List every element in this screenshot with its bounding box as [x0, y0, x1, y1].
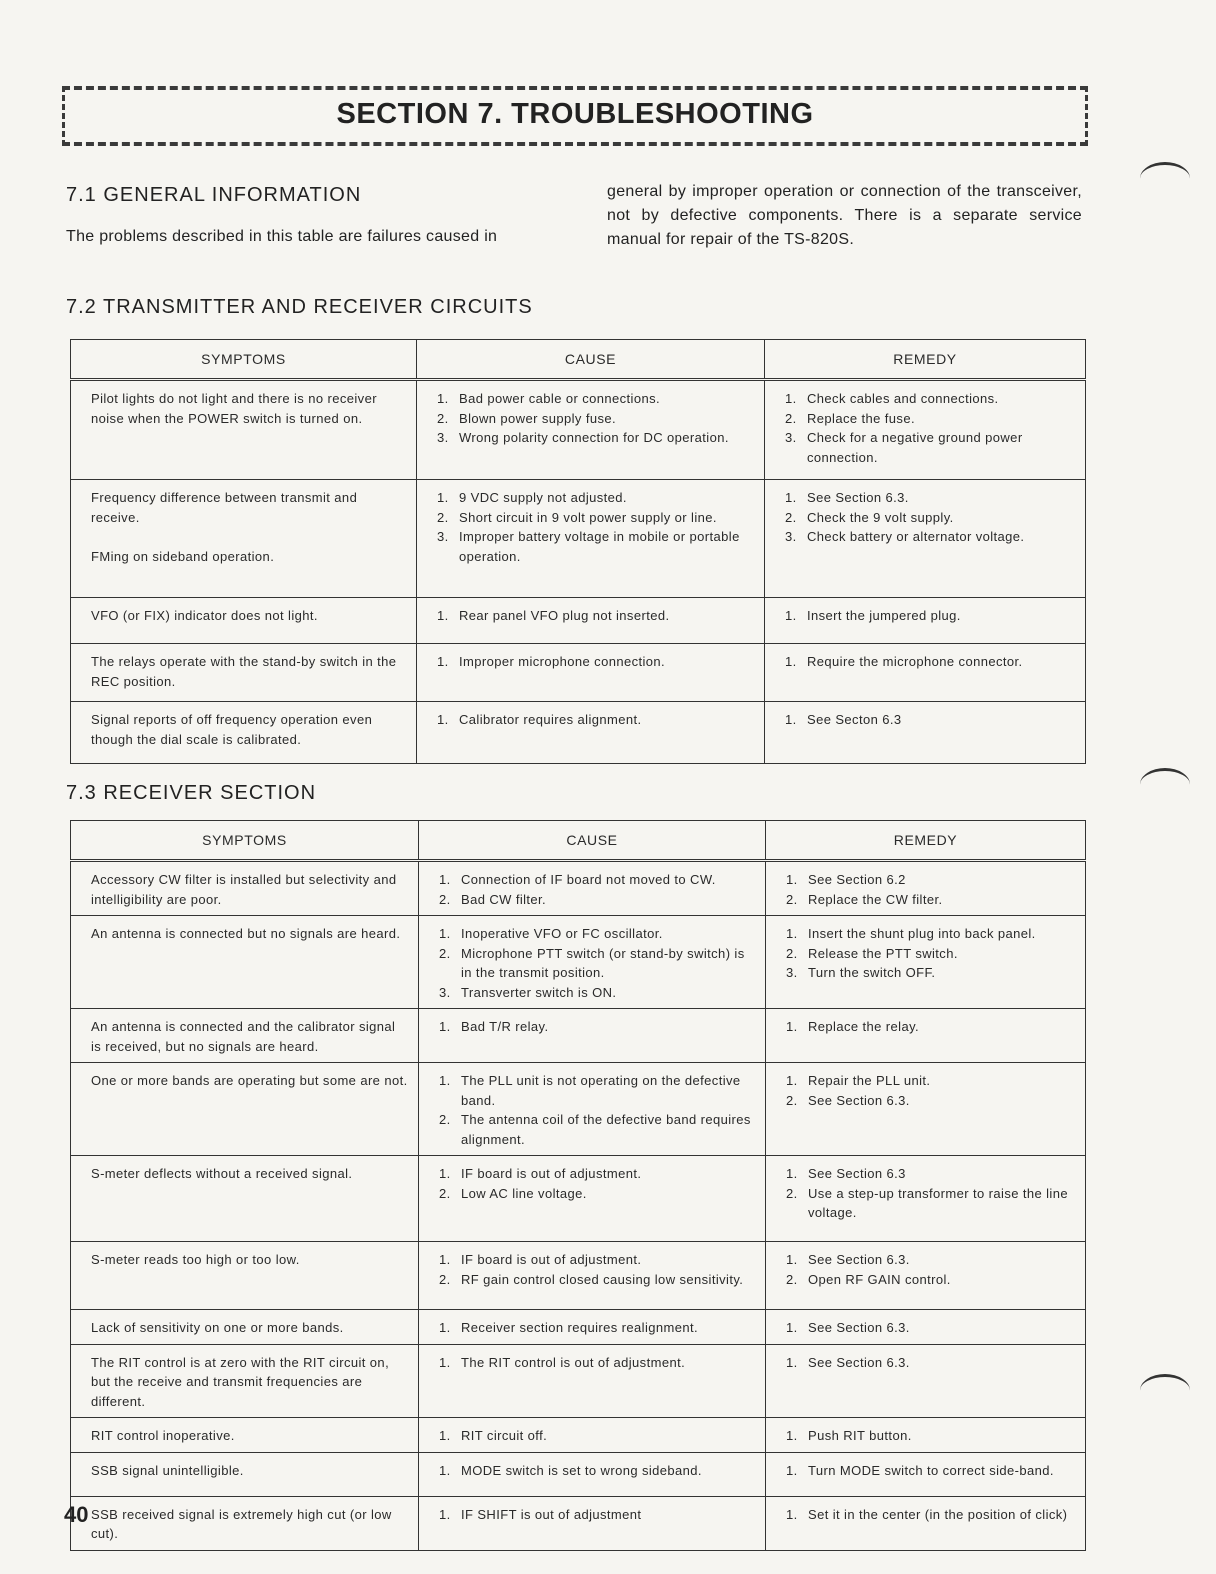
- symptom-cell: [71, 644, 417, 702]
- item-text: Replace the CW filter.: [808, 891, 943, 907]
- item-text: Check battery or alternator voltage.: [807, 529, 1025, 544]
- remedy-cell: [766, 1344, 1086, 1418]
- table-row: [71, 916, 1086, 1009]
- symptom-cell: [71, 1344, 419, 1418]
- item-text: See Section 6.3.: [808, 1092, 910, 1108]
- header-cause: CAUSE: [417, 340, 765, 380]
- cause-item: [437, 389, 756, 409]
- symptom-cell: [71, 1310, 419, 1345]
- item-number: 1.: [786, 1462, 798, 1478]
- table-row: [71, 598, 1086, 644]
- cause-cell: [417, 702, 765, 764]
- item-text: See Section 6.3: [808, 1166, 906, 1181]
- symptom-cell: [71, 916, 419, 1009]
- item-number: 2.: [439, 1271, 451, 1287]
- cause-item: [439, 924, 757, 944]
- remedy-item: [786, 1017, 1077, 1037]
- item-number: 1.: [439, 1462, 451, 1478]
- item-number: 1.: [786, 1320, 798, 1335]
- item-text: Insert the shunt plug into back panel.: [808, 926, 1036, 941]
- remedy-item: [785, 409, 1077, 429]
- item-text: Low AC line voltage.: [461, 1185, 587, 1201]
- remedy-item: [786, 1461, 1077, 1481]
- item-text: Open RF GAIN control.: [808, 1271, 951, 1287]
- item-text: Connection of IF board not moved to CW.: [461, 872, 716, 887]
- remedy-item: [785, 428, 1077, 467]
- item-number: 2.: [437, 410, 449, 426]
- remedy-item: [786, 1426, 1077, 1446]
- remedy-item: [786, 1318, 1077, 1338]
- item-text: Bad power cable or connections.: [459, 391, 661, 406]
- symptom-cell: [71, 861, 419, 916]
- item-number: 1.: [437, 608, 449, 623]
- item-text: Short circuit in 9 volt power supply or line.: [459, 509, 717, 525]
- cause-item: [437, 428, 756, 448]
- cause-cell: [417, 644, 765, 702]
- item-number: 1.: [785, 712, 797, 727]
- remedy-cell: [766, 1418, 1086, 1453]
- item-number: 1.: [786, 1506, 798, 1522]
- cause-item: [439, 1017, 757, 1037]
- cause-cell: [417, 598, 765, 644]
- cause-cell: [419, 1063, 766, 1156]
- cause-item: [437, 488, 756, 508]
- item-number: 1.: [439, 1506, 451, 1522]
- cause-list: [439, 1318, 757, 1338]
- item-number: 1.: [786, 1354, 798, 1370]
- remedy-list: [786, 1318, 1077, 1338]
- cause-list: [437, 652, 756, 672]
- item-number: 1.: [786, 1252, 798, 1267]
- remedy-item: [786, 1505, 1077, 1525]
- remedy-cell: [766, 861, 1086, 916]
- remedy-cell: [766, 1496, 1086, 1550]
- cause-cell: [419, 1242, 766, 1310]
- cause-cell: [417, 380, 765, 480]
- item-text: MODE switch is set to wrong sideband.: [461, 1462, 702, 1478]
- item-number: 2.: [786, 1271, 798, 1287]
- item-text: Replace the fuse.: [807, 410, 915, 426]
- binder-ring-mark: [1140, 1374, 1190, 1407]
- cause-list: [439, 1505, 757, 1525]
- symptom-text: Frequency difference between transmit and receive.: [91, 490, 358, 525]
- remedy-list: [786, 1461, 1077, 1481]
- remedy-cell: [766, 1009, 1086, 1063]
- item-text: Improper battery voltage in mobile or portable operation.: [459, 529, 740, 564]
- item-number: 1.: [785, 654, 797, 669]
- remedy-item: [786, 870, 1077, 890]
- remedy-item: [786, 1164, 1077, 1184]
- cause-item: [439, 1250, 757, 1270]
- item-text: Replace the relay.: [808, 1019, 920, 1034]
- item-text: Rear panel VFO plug not inserted.: [459, 608, 670, 623]
- symptom-text: The relays operate with the stand-by switch in the REC position.: [91, 654, 397, 689]
- symptom-text: Signal reports of off frequency operation even though the dial scale is calibrated.: [91, 712, 373, 747]
- remedy-cell: [765, 644, 1086, 702]
- symptom-cell: [71, 1496, 419, 1550]
- cause-cell: [419, 1496, 766, 1550]
- symptom-text: An antenna is connected but no signals are heard.: [91, 926, 401, 941]
- item-number: 1.: [437, 712, 449, 727]
- symptom-cell: [71, 1156, 419, 1242]
- remedy-item: [785, 652, 1077, 672]
- remedy-item: [786, 1184, 1077, 1223]
- symptom-cell: [71, 1242, 419, 1310]
- table-row: [71, 861, 1086, 916]
- item-text: Turn the switch OFF.: [808, 965, 936, 980]
- cause-item: [439, 1110, 757, 1149]
- item-number: 1.: [785, 391, 797, 406]
- remedy-item: [786, 1091, 1077, 1111]
- cause-cell: [419, 1009, 766, 1063]
- cause-cell: [419, 1344, 766, 1418]
- item-text: Calibrator requires alignment.: [459, 712, 642, 727]
- remedy-item: [786, 924, 1077, 944]
- item-text: 9 VDC supply not adjusted.: [459, 490, 627, 505]
- heading-transmitter-receiver: 7.2 TRANSMITTER AND RECEIVER CIRCUITS: [66, 296, 533, 318]
- symptom-text: S-meter reads too high or too low.: [91, 1252, 300, 1267]
- remedy-list: [786, 1164, 1077, 1223]
- table-row: [71, 480, 1086, 598]
- cause-item: [439, 1071, 757, 1110]
- remedy-list: [786, 1017, 1077, 1037]
- item-number: 3.: [786, 965, 798, 980]
- item-text: See Section 6.2: [808, 872, 906, 887]
- item-number: 1.: [785, 490, 797, 505]
- table-header-row: [71, 821, 1086, 861]
- remedy-item: [786, 890, 1077, 910]
- cause-cell: [417, 480, 765, 598]
- remedy-item: [785, 389, 1077, 409]
- cause-item: [439, 944, 757, 983]
- remedy-list: [786, 1426, 1077, 1446]
- cause-list: [439, 870, 757, 909]
- item-number: 1.: [437, 654, 449, 669]
- symptom-text: FMing on sideband operation.: [91, 549, 275, 564]
- table-row: [71, 1156, 1086, 1242]
- symptom-cell: [71, 1452, 419, 1496]
- heading-receiver-section: 7.3 RECEIVER SECTION: [66, 782, 317, 804]
- item-number: 1.: [786, 1428, 798, 1443]
- item-number: 1.: [439, 1354, 451, 1370]
- remedy-cell: [765, 702, 1086, 764]
- remedy-list: [786, 924, 1077, 983]
- binder-ring-mark: [1140, 768, 1190, 801]
- symptom-text: The RIT control is at zero with the RIT circuit on, but the receive and transmit frequencies are different.: [91, 1354, 390, 1409]
- cause-item: [439, 1270, 757, 1290]
- symptom-text: Lack of sensitivity on one or more bands.: [91, 1320, 344, 1335]
- cause-item: [439, 1318, 757, 1338]
- header-cause: CAUSE: [419, 821, 766, 861]
- item-number: 1.: [439, 1252, 451, 1267]
- cause-list: [439, 1017, 757, 1037]
- item-number: 2.: [786, 891, 798, 907]
- item-text: Bad CW filter.: [461, 891, 547, 907]
- item-text: The antenna coil of the defective band requires alignment.: [461, 1112, 751, 1147]
- header-remedy: REMEDY: [766, 821, 1086, 861]
- transmitter-receiver-table: [70, 339, 1086, 764]
- table-row: [71, 702, 1086, 764]
- cause-item: [437, 606, 756, 626]
- remedy-item: [786, 1270, 1077, 1290]
- remedy-cell: [765, 480, 1086, 598]
- item-text: Blown power supply fuse.: [459, 410, 617, 426]
- item-number: 3.: [437, 529, 449, 544]
- remedy-list: [786, 1250, 1077, 1289]
- section-banner: [62, 86, 1088, 146]
- item-number: 3.: [785, 430, 797, 445]
- symptom-cell: [71, 480, 417, 598]
- remedy-item: [786, 1071, 1077, 1091]
- symptom-text: One or more bands are operating but some are not.: [91, 1073, 408, 1088]
- item-text: The RIT control is out of adjustment.: [461, 1354, 686, 1370]
- item-text: Inoperative VFO or FC oscillator.: [461, 926, 663, 941]
- item-number: 2.: [786, 945, 798, 961]
- cause-cell: [419, 1418, 766, 1453]
- item-text: Turn MODE switch to correct side-band.: [808, 1462, 1054, 1478]
- item-text: IF board is out of adjustment.: [461, 1166, 642, 1181]
- symptom-cell: [71, 1063, 419, 1156]
- cause-cell: [419, 861, 766, 916]
- item-number: 2.: [785, 410, 797, 426]
- table-row: [71, 1496, 1086, 1550]
- item-number: 2.: [786, 1185, 798, 1201]
- cause-item: [439, 1353, 757, 1373]
- remedy-list: [786, 1353, 1077, 1373]
- table-row: [71, 1418, 1086, 1453]
- cause-cell: [419, 1452, 766, 1496]
- item-text: See Secton 6.3: [807, 712, 902, 727]
- table-row: [71, 1452, 1086, 1496]
- symptom-cell: [71, 380, 417, 480]
- item-number: 1.: [437, 490, 449, 505]
- cause-item: [437, 508, 756, 528]
- binder-ring-mark: [1140, 162, 1190, 195]
- remedy-list: [785, 652, 1077, 672]
- item-number: 2.: [437, 509, 449, 525]
- cause-list: [437, 710, 756, 730]
- item-text: Bad T/R relay.: [461, 1019, 549, 1034]
- cause-list: [439, 924, 757, 1002]
- cause-item: [439, 1164, 757, 1184]
- remedy-cell: [766, 916, 1086, 1009]
- remedy-item: [786, 1353, 1077, 1373]
- item-number: 1.: [786, 926, 798, 941]
- remedy-item: [785, 606, 1077, 626]
- item-text: Check the 9 volt supply.: [807, 509, 954, 525]
- item-text: See Section 6.3.: [808, 1252, 910, 1267]
- remedy-list: [786, 870, 1077, 909]
- symptom-text: SSB signal unintelligible.: [91, 1462, 244, 1478]
- item-number: 2.: [786, 1092, 798, 1108]
- symptom-text: S-meter deflects without a received signal.: [91, 1166, 353, 1181]
- remedy-item: [785, 508, 1077, 528]
- item-text: Require the microphone connector.: [807, 654, 1023, 669]
- cause-item: [439, 870, 757, 890]
- remedy-cell: [765, 380, 1086, 480]
- cause-list: [439, 1164, 757, 1203]
- item-text: The PLL unit is not operating on the defective band.: [461, 1073, 741, 1108]
- remedy-cell: [766, 1310, 1086, 1345]
- item-number: 2.: [785, 509, 797, 525]
- cause-list: [439, 1426, 757, 1446]
- remedy-cell: [765, 598, 1086, 644]
- section-title: SECTION 7. TROUBLESHOOTING: [336, 98, 814, 130]
- item-number: 2.: [439, 891, 451, 907]
- table-header-row: [71, 340, 1086, 380]
- cause-item: [437, 409, 756, 429]
- item-text: Set it in the center (in the position of click): [808, 1506, 1068, 1522]
- table-row: [71, 380, 1086, 480]
- remedy-cell: [766, 1063, 1086, 1156]
- cause-list: [437, 389, 756, 448]
- page-number: 40: [64, 1502, 89, 1527]
- remedy-list: [785, 389, 1077, 467]
- table-row: [71, 1063, 1086, 1156]
- item-text: Use a step-up transformer to raise the line voltage.: [808, 1185, 1068, 1220]
- remedy-item: [785, 488, 1077, 508]
- cause-item: [439, 1461, 757, 1481]
- item-text: Improper microphone connection.: [459, 654, 666, 669]
- symptom-text: Pilot lights do not light and there is no receiver noise when the POWER switch is turned on.: [91, 391, 377, 426]
- remedy-list: [786, 1505, 1077, 1525]
- item-text: Check for a negative ground power connection.: [807, 430, 1023, 465]
- table-row: [71, 1310, 1086, 1345]
- remedy-item: [785, 710, 1077, 730]
- remedy-item: [786, 944, 1077, 964]
- item-text: Repair the PLL unit.: [808, 1073, 931, 1088]
- item-text: See Section 6.3.: [808, 1354, 910, 1370]
- cause-cell: [419, 1310, 766, 1345]
- item-number: 3.: [785, 529, 797, 544]
- item-number: 3.: [437, 430, 449, 445]
- cause-cell: [419, 1156, 766, 1242]
- item-number: 1.: [439, 1073, 451, 1088]
- general-info-text-left: The problems described in this table are failures caused in: [66, 228, 498, 245]
- receiver-section-table: [70, 820, 1086, 1551]
- cause-list: [439, 1461, 757, 1481]
- remedy-cell: [766, 1156, 1086, 1242]
- cause-item: [439, 890, 757, 910]
- item-text: Push RIT button.: [808, 1428, 912, 1443]
- remedy-list: [785, 488, 1077, 547]
- cause-list: [437, 488, 756, 566]
- cause-list: [439, 1353, 757, 1373]
- item-number: 3.: [439, 984, 451, 1000]
- item-number: 2.: [439, 1112, 451, 1127]
- item-number: 1.: [786, 872, 798, 887]
- item-number: 1.: [439, 1320, 451, 1335]
- item-number: 1.: [439, 926, 451, 941]
- remedy-list: [786, 1071, 1077, 1110]
- item-number: 1.: [786, 1073, 798, 1088]
- item-number: 2.: [439, 1185, 451, 1201]
- item-text: Release the PTT switch.: [808, 945, 958, 961]
- cause-list: [439, 1071, 757, 1149]
- item-number: 1.: [439, 1166, 451, 1181]
- item-text: Microphone PTT switch (or stand-by switch) is in the transmit position.: [461, 945, 745, 980]
- item-number: 1.: [786, 1019, 798, 1034]
- item-text: Transverter switch is ON.: [461, 984, 617, 1000]
- general-info-text-right: general by improper operation or connection of the transceiver, not by defective components. There is a separate service manual for repair of the TS-820S.: [607, 183, 1082, 248]
- header-symptoms: SYMPTOMS: [71, 821, 419, 861]
- header-remedy: REMEDY: [765, 340, 1086, 380]
- remedy-item: [786, 1250, 1077, 1270]
- table-row: [71, 644, 1086, 702]
- item-text: See Section 6.3.: [808, 1320, 910, 1335]
- symptom-cell: [71, 1009, 419, 1063]
- cause-list: [437, 606, 756, 626]
- symptom-text: An antenna is connected and the calibrator signal is received, but no signals are heard.: [91, 1019, 396, 1054]
- remedy-cell: [766, 1242, 1086, 1310]
- cause-item: [439, 1184, 757, 1204]
- item-text: Check cables and connections.: [807, 391, 999, 406]
- item-number: 2.: [439, 945, 451, 961]
- header-symptoms: SYMPTOMS: [71, 340, 417, 380]
- table-row: [71, 1242, 1086, 1310]
- item-number: 1.: [786, 1166, 798, 1181]
- table-row: [71, 1009, 1086, 1063]
- cause-item: [437, 527, 756, 566]
- remedy-list: [785, 606, 1077, 626]
- cause-cell: [419, 916, 766, 1009]
- symptom-cell: [71, 598, 417, 644]
- cause-list: [439, 1250, 757, 1289]
- item-text: Receiver section requires realignment.: [461, 1320, 699, 1335]
- cause-item: [439, 1426, 757, 1446]
- cause-item: [439, 1505, 757, 1525]
- item-text: Insert the jumpered plug.: [807, 608, 961, 623]
- symptom-text: SSB received signal is extremely high cut (or low cut).: [91, 1506, 392, 1541]
- symptom-cell: [71, 1418, 419, 1453]
- heading-general-information: 7.1 GENERAL INFORMATION: [66, 184, 362, 206]
- symptom-text: VFO (or FIX) indicator does not light.: [91, 608, 318, 623]
- item-text: RIT circuit off.: [461, 1428, 548, 1443]
- symptom-cell: [71, 702, 417, 764]
- symptom-text: RIT control inoperative.: [91, 1428, 235, 1443]
- symptom-text: Accessory CW filter is installed but selectivity and intelligibility are poor.: [91, 872, 397, 907]
- item-number: 1.: [439, 872, 451, 887]
- item-text: IF board is out of adjustment.: [461, 1252, 642, 1267]
- table-row: [71, 1344, 1086, 1418]
- item-text: Wrong polarity connection for DC operation.: [459, 430, 729, 445]
- item-text: RF gain control closed causing low sensitivity.: [461, 1271, 744, 1287]
- remedy-item: [786, 963, 1077, 983]
- cause-item: [439, 983, 757, 1003]
- item-number: 1.: [785, 608, 797, 623]
- item-text: IF SHIFT is out of adjustment: [461, 1506, 642, 1522]
- item-number: 1.: [439, 1019, 451, 1034]
- cause-item: [437, 652, 756, 672]
- item-text: See Section 6.3.: [807, 490, 909, 505]
- remedy-item: [785, 527, 1077, 547]
- item-number: 1.: [439, 1428, 451, 1443]
- remedy-cell: [766, 1452, 1086, 1496]
- item-number: 1.: [437, 391, 449, 406]
- remedy-list: [785, 710, 1077, 730]
- cause-item: [437, 710, 756, 730]
